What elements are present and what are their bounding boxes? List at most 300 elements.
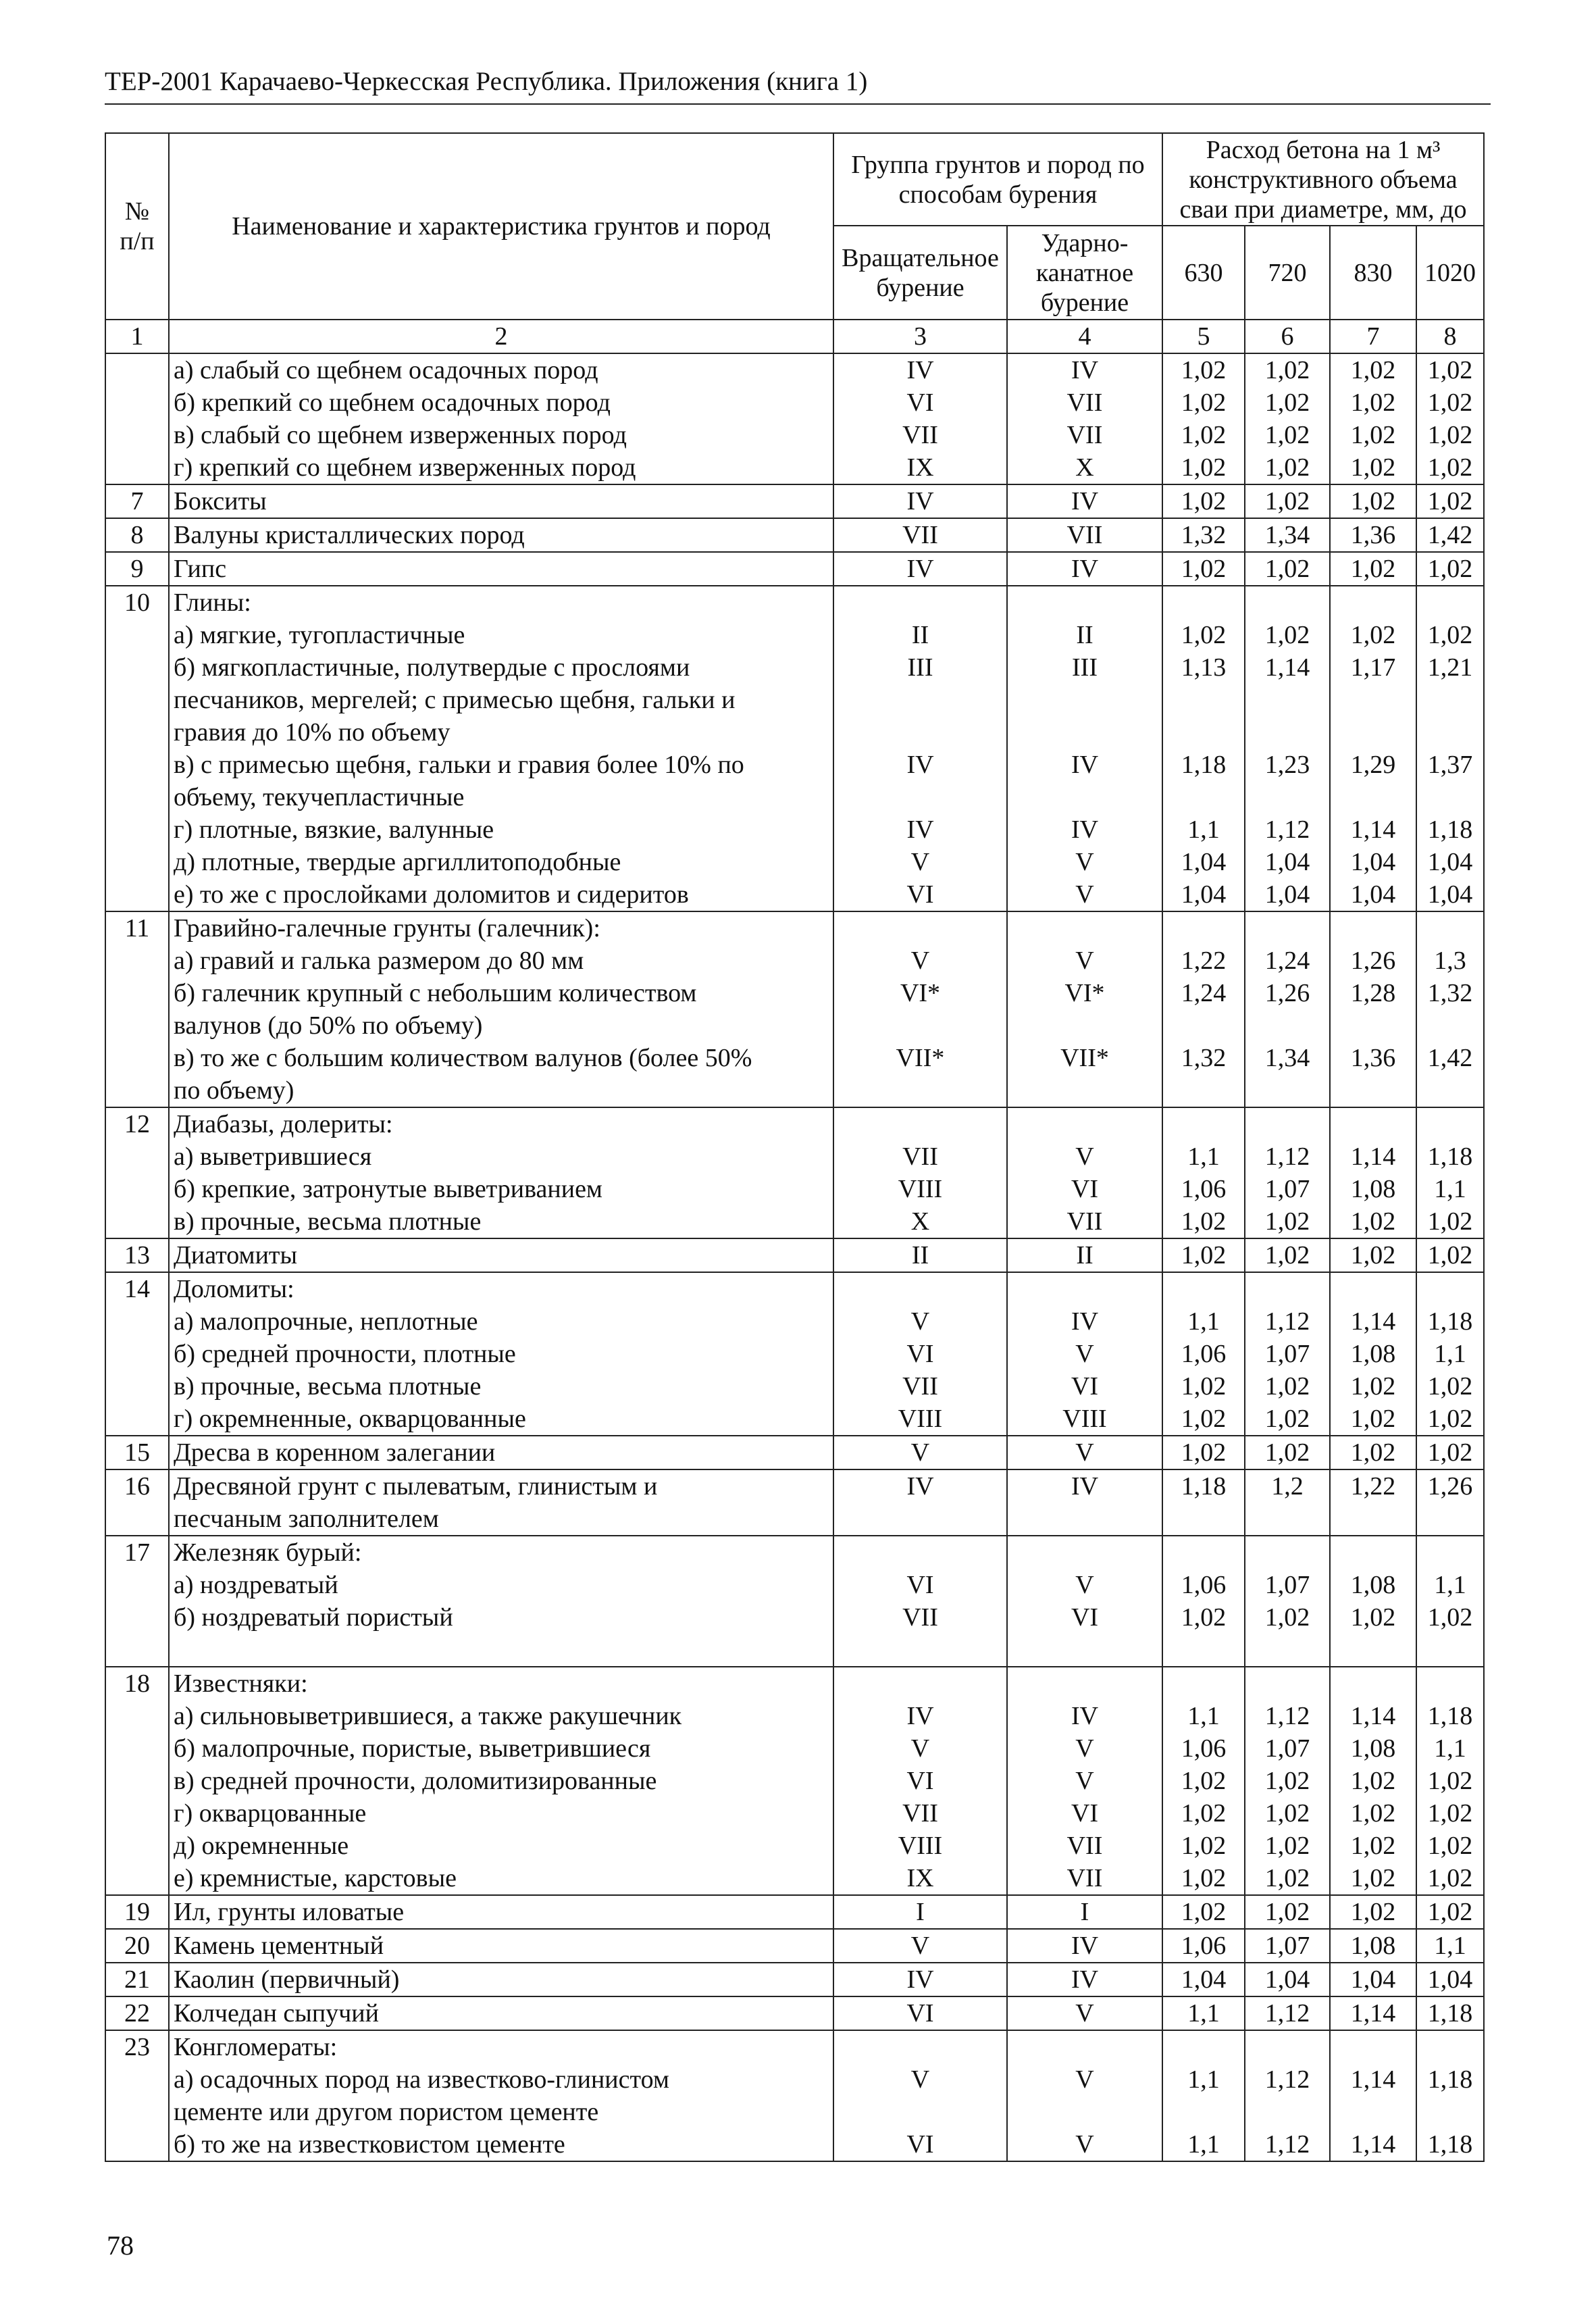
rotary-group-cell [833,1963,1007,1996]
value-d1020: 1,37 [1427,751,1473,779]
value-d630 [1163,1536,1244,1569]
value-d1020-cell [1416,1107,1484,1238]
percussion-group: IV [1071,356,1099,384]
rotary-group-cell [833,1272,1007,1436]
value-d830: 1,14 [1350,1307,1396,1336]
value-d630-cell [1162,911,1245,1107]
percussion-group: IV [1071,1702,1099,1730]
rotary-group [834,1667,1006,1700]
rotary-group: V [910,1734,930,1763]
soil-concrete-table [105,132,1485,2162]
value-d630: 1,1 [1187,1307,1220,1336]
value-d720-cell [1245,1107,1330,1238]
value-d830: 1,08 [1350,1340,1396,1368]
percussion-group-cell [1007,911,1162,1107]
percussion-group: V [1075,1734,1094,1763]
value-d630: 1,06 [1181,1932,1227,1960]
value-d720-cell [1245,1272,1330,1436]
percussion-group: IV [1071,751,1099,779]
table-row [105,2030,1484,2161]
soil-name-cell [169,518,833,552]
value-d830-cell [1330,1996,1416,2030]
value-d720 [1245,912,1329,945]
soil-name-line: Валуны кристаллических пород [174,521,525,549]
row-number: 19 [105,1895,169,1929]
value-d1020: 1,02 [1427,1207,1473,1236]
value-d630 [1163,2031,1244,2063]
row-number: 11 [105,911,169,1107]
soil-name-line: б) малопрочные, пористые, выветрившиеся [174,1734,651,1763]
value-d830-cell [1330,353,1416,484]
table-row [105,1963,1484,1996]
soil-name-cell [169,586,833,911]
percussion-group: VI* [1064,979,1105,1007]
value-d630 [1163,1074,1244,1107]
rotary-group-cell [833,1667,1007,1895]
soil-name-line: а) осадочных пород на известково-глинистом [174,2065,669,2094]
percussion-group: VII* [1060,1044,1109,1072]
column-number: 1 [105,320,169,353]
percussion-group: IV [1071,1965,1099,1994]
value-d720-cell [1245,1895,1330,1929]
value-d830: 1,26 [1350,947,1396,975]
value-d830: 1,02 [1350,1799,1396,1828]
rotary-group-cell [833,1536,1007,1667]
value-d630: 1,02 [1181,1372,1227,1401]
percussion-group: V [1075,1438,1094,1467]
percussion-group-cell [1007,552,1162,586]
value-d830: 1,14 [1350,2065,1396,2094]
value-d630-cell [1162,1929,1245,1963]
value-d720: 1,12 [1264,1307,1310,1336]
table-row [105,1107,1484,1238]
column-number: 3 [833,320,1007,353]
column-number: 4 [1007,320,1162,353]
percussion-group: IV [1071,487,1099,515]
value-d720: 1,12 [1264,815,1310,844]
rotary-group-cell [833,1436,1007,1469]
value-d1020: 1,18 [1427,1142,1473,1171]
value-d830: 1,04 [1350,1965,1396,1994]
rotary-group: IV [906,1965,934,1994]
value-d630-cell [1162,1667,1245,1895]
rotary-group-cell [833,1238,1007,1272]
value-d830-cell [1330,1272,1416,1436]
value-d830-cell [1330,911,1416,1107]
value-d1020-cell [1416,586,1484,911]
rotary-group-cell [833,1469,1007,1536]
percussion-group-cell [1007,1667,1162,1895]
value-d1020: 1,42 [1427,1044,1473,1072]
value-d720-cell [1245,911,1330,1107]
table-row [105,911,1484,1107]
rotary-group: VII [902,1142,938,1171]
rotary-group-cell [833,353,1007,484]
soil-name-line: в) с примесью щебня, гальки и гравия более 10% по [174,751,744,779]
value-d720: 1,12 [1264,2130,1310,2159]
value-d630-cell [1162,1272,1245,1436]
value-d830: 1,02 [1350,487,1396,515]
value-d630-cell [1162,1436,1245,1469]
value-d1020-cell [1416,1667,1484,1895]
value-d830: 1,08 [1350,1571,1396,1599]
value-d630-cell [1162,1963,1245,1996]
value-d630 [1163,2096,1244,2128]
rotary-group [834,781,1006,813]
value-d1020: 1,18 [1427,1702,1473,1730]
rotary-group: VI [906,1999,934,2028]
value-d830 [1331,716,1416,749]
value-d630 [1163,912,1244,945]
value-d1020 [1417,1634,1483,1666]
value-d720-cell [1245,1238,1330,1272]
value-d630: 1,06 [1181,1571,1227,1599]
value-d1020-cell [1416,911,1484,1107]
value-d630: 1,13 [1181,653,1227,682]
value-d720 [1245,1009,1329,1042]
soil-name-cell [169,2030,833,2161]
value-d830: 1,14 [1350,815,1396,844]
soil-name-line [174,1634,827,1666]
value-d830-cell [1330,1436,1416,1469]
rotary-group-cell [833,518,1007,552]
value-d1020: 1,1 [1434,1175,1466,1203]
value-d720: 1,02 [1264,1898,1310,1926]
column-number: 2 [169,320,833,353]
header-d630: 630 [1162,226,1245,320]
value-d720: 1,02 [1264,1767,1310,1795]
value-d830 [1331,2031,1416,2063]
value-d630: 1,1 [1187,2065,1220,2094]
value-d720: 1,02 [1264,453,1310,482]
value-d630: 1,06 [1181,1734,1227,1763]
percussion-group-cell [1007,1536,1162,1667]
value-d720: 1,02 [1264,1603,1310,1632]
value-d630 [1163,1108,1244,1140]
value-d720: 1,02 [1264,356,1310,384]
value-d630-cell [1162,1895,1245,1929]
header-rotary: Вращательное бурение [833,226,1007,320]
percussion-group [1008,1634,1162,1666]
rotary-group: VI [906,880,934,909]
rotary-group-cell [833,586,1007,911]
value-d1020-cell [1416,2030,1484,2161]
percussion-group [1008,684,1162,716]
value-d1020: 1,3 [1434,947,1466,975]
soil-name-line: Железняк бурый: [174,1538,362,1567]
value-d720: 1,07 [1264,1932,1310,1960]
value-d720 [1245,586,1329,619]
value-d630-cell [1162,1238,1245,1272]
percussion-group [1008,2031,1162,2063]
percussion-group: VII [1066,1864,1103,1892]
value-d1020: 1,42 [1427,521,1473,549]
value-d1020-cell [1416,1238,1484,1272]
value-d830-cell [1330,484,1416,518]
table-row [105,1469,1484,1536]
value-d830: 1,08 [1350,1734,1396,1763]
value-d830: 1,02 [1350,1898,1396,1926]
percussion-group: VII [1066,421,1103,449]
value-d830: 1,02 [1350,621,1396,649]
value-d1020 [1417,2031,1483,2063]
value-d1020: 1,1 [1434,1734,1466,1763]
rotary-group [834,1536,1006,1569]
value-d830-cell [1330,1895,1416,1929]
value-d1020: 1,02 [1427,388,1473,417]
rotary-group: VI* [900,979,941,1007]
soil-name-line: в) прочные, весьма плотные [174,1372,482,1401]
rotary-group: VI [906,1571,934,1599]
percussion-group: V [1075,2130,1094,2159]
value-d1020: 1,04 [1427,880,1473,909]
value-d720: 1,02 [1264,487,1310,515]
soil-name-line: а) гравий и галька размером до 80 мм [174,947,584,975]
value-d720: 1,07 [1264,1734,1310,1763]
percussion-group-cell [1007,484,1162,518]
value-d630: 1,02 [1181,621,1227,649]
value-d1020: 1,21 [1427,653,1473,682]
percussion-group [1008,586,1162,619]
soil-name-line: Глины: [174,588,251,617]
soil-name-line: цементе или другом пористом цементе [174,2098,599,2126]
value-d720-cell [1245,1536,1330,1667]
value-d720 [1245,1503,1329,1535]
value-d1020-cell [1416,484,1484,518]
rotary-group-cell [833,1107,1007,1238]
value-d1020: 1,18 [1427,2065,1473,2094]
soil-name-line: валунов (до 50% по объему) [174,1011,483,1040]
table-row [105,1929,1484,1963]
percussion-group [1008,716,1162,749]
value-d720-cell [1245,353,1330,484]
value-d720: 1,02 [1264,1438,1310,1467]
rotary-group-cell [833,1929,1007,1963]
value-d1020-cell [1416,1963,1484,1996]
percussion-group [1008,912,1162,945]
soil-name-line: объему, текучепластичные [174,783,465,811]
row-number: 14 [105,1272,169,1436]
column-number: 6 [1245,320,1330,353]
value-d830 [1331,2096,1416,2128]
rotary-group: V [910,1307,930,1336]
value-d830: 1,36 [1350,1044,1396,1072]
percussion-group: III [1072,653,1098,682]
soil-name-line: гравия до 10% по объему [174,718,451,747]
rotary-group: VII* [896,1044,945,1072]
value-d1020: 1,02 [1427,1405,1473,1433]
soil-name-line: Дресвяной грунт с пылеватым, глинистым и [174,1472,658,1501]
soil-name-line: по объему) [174,1076,294,1105]
rotary-group-cell [833,2030,1007,2161]
rotary-group: V [910,2065,930,2094]
percussion-group: V [1075,1999,1094,2028]
value-d830: 1,02 [1350,1372,1396,1401]
percussion-group: VIII [1062,1405,1107,1433]
page-header [105,64,1491,105]
value-d1020 [1417,1009,1483,1042]
percussion-group: VI [1071,1799,1099,1828]
value-d1020: 1,02 [1427,1603,1473,1632]
soil-name-cell [169,1238,833,1272]
value-d630: 1,02 [1181,487,1227,515]
table-row [105,1238,1484,1272]
value-d720-cell [1245,1469,1330,1536]
value-d630: 1,18 [1181,751,1227,779]
soil-name-line: б) крепкий со щебнем осадочных пород [174,388,611,417]
value-d830: 1,22 [1350,1472,1396,1501]
percussion-group: II [1076,1241,1093,1269]
value-d1020: 1,02 [1427,1832,1473,1860]
rotary-group: VIII [898,1832,943,1860]
soil-name-line: Каолин (первичный) [174,1965,400,1994]
value-d1020: 1,02 [1427,1898,1473,1926]
row-number: 7 [105,484,169,518]
percussion-group: V [1075,947,1094,975]
percussion-group-cell [1007,1895,1162,1929]
value-d630: 1,02 [1181,1767,1227,1795]
value-d630-cell [1162,1469,1245,1536]
soil-name-line: е) кремнистые, карстовые [174,1864,457,1892]
table-body [105,320,1484,2161]
soil-name-line: Известняки: [174,1669,308,1698]
rotary-group: IV [906,751,934,779]
value-d720: 1,34 [1264,521,1310,549]
value-d830: 1,02 [1350,1767,1396,1795]
value-d1020: 1,18 [1427,1999,1473,2028]
value-d720: 1,02 [1264,1864,1310,1892]
value-d1020 [1417,586,1483,619]
table-row [105,1667,1484,1895]
value-d720 [1245,1536,1329,1569]
value-d1020-cell [1416,353,1484,484]
rotary-group: VII [902,1603,938,1632]
value-d830: 1,14 [1350,1702,1396,1730]
soil-name-line: Конгломераты: [174,2033,338,2061]
rotary-group-cell [833,552,1007,586]
value-d720-cell [1245,1996,1330,2030]
value-d830: 1,36 [1350,521,1396,549]
rotary-group: VI [906,1767,934,1795]
value-d630-cell [1162,484,1245,518]
value-d830-cell [1330,518,1416,552]
row-number: 13 [105,1238,169,1272]
value-d830-cell [1330,1238,1416,1272]
value-d630 [1163,1667,1244,1700]
value-d630: 1,1 [1187,1142,1220,1171]
value-d1020: 1,02 [1427,453,1473,482]
soil-name-line: г) крепкий со щебнем изверженных пород [174,453,636,482]
value-d1020-cell [1416,518,1484,552]
percussion-group-cell [1007,1107,1162,1238]
value-d720: 1,02 [1264,1832,1310,1860]
rotary-group [834,1503,1006,1535]
value-d630 [1163,716,1244,749]
value-d830: 1,02 [1350,1832,1396,1860]
value-d830-cell [1330,586,1416,911]
value-d720-cell [1245,2030,1330,2161]
soil-name-line: д) окремненные [174,1832,349,1860]
row-number: 10 [105,586,169,911]
value-d1020: 1,26 [1427,1472,1473,1501]
value-d830: 1,02 [1350,1207,1396,1236]
percussion-group: VII [1066,388,1103,417]
rotary-group: I [916,1898,925,1926]
rotary-group [834,2096,1006,2128]
row-number: 8 [105,518,169,552]
percussion-group [1008,1074,1162,1107]
row-number: 21 [105,1963,169,1996]
soil-name-cell [169,1929,833,1963]
value-d830-cell [1330,1469,1416,1536]
percussion-group: IV [1071,1307,1099,1336]
percussion-group: VI [1071,1603,1099,1632]
rotary-group: VIII [898,1405,943,1433]
value-d1020 [1417,1503,1483,1535]
value-d630: 1,02 [1181,1898,1227,1926]
soil-name-line: б) средней прочности, плотные [174,1340,516,1368]
percussion-group [1008,1108,1162,1140]
value-d720: 1,24 [1264,947,1310,975]
value-d720: 1,04 [1264,880,1310,909]
value-d720 [1245,1667,1329,1700]
value-d630-cell [1162,1536,1245,1667]
soil-name-line: б) крепкие, затронутые выветриванием [174,1175,602,1203]
soil-name-line: г) плотные, вязкие, валунные [174,815,494,844]
value-d830-cell [1330,1667,1416,1895]
percussion-group [1008,781,1162,813]
value-d630: 1,02 [1181,453,1227,482]
value-d1020 [1417,1273,1483,1305]
value-d830 [1331,1667,1416,1700]
header-num: № п/п [105,133,169,320]
percussion-group: V [1075,1767,1094,1795]
value-d720 [1245,1074,1329,1107]
value-d1020: 1,18 [1427,1307,1473,1336]
soil-name-line: в) прочные, весьма плотные [174,1207,482,1236]
soil-name-line: а) выветрившиеся [174,1142,372,1171]
value-d630-cell [1162,353,1245,484]
value-d630-cell [1162,2030,1245,2161]
value-d720: 1,07 [1264,1175,1310,1203]
soil-name-cell [169,484,833,518]
percussion-group: II [1076,621,1093,649]
percussion-group-cell [1007,353,1162,484]
table-row [105,1536,1484,1667]
value-d720-cell [1245,586,1330,911]
value-d720: 1,02 [1264,421,1310,449]
value-d630: 1,02 [1181,1438,1227,1467]
value-d1020 [1417,1108,1483,1140]
value-d830: 1,29 [1350,751,1396,779]
value-d830: 1,02 [1350,1241,1396,1269]
value-d630 [1163,1634,1244,1666]
rotary-group-cell [833,911,1007,1107]
header-group: Группа грунтов и пород по способам бурения [833,133,1162,226]
rotary-group: V [910,1438,930,1467]
soil-name-line: б) то же на известковистом цементе [174,2130,565,2159]
value-d1020: 1,02 [1427,1372,1473,1401]
value-d630: 1,02 [1181,388,1227,417]
rotary-group [834,716,1006,749]
value-d1020-cell [1416,1929,1484,1963]
percussion-group [1008,2096,1162,2128]
soil-name-line: б) ноздреватый пористый [174,1603,453,1632]
value-d630-cell [1162,518,1245,552]
value-d1020: 1,1 [1434,1571,1466,1599]
value-d630: 1,02 [1181,1832,1227,1860]
value-d720: 1,02 [1264,1241,1310,1269]
